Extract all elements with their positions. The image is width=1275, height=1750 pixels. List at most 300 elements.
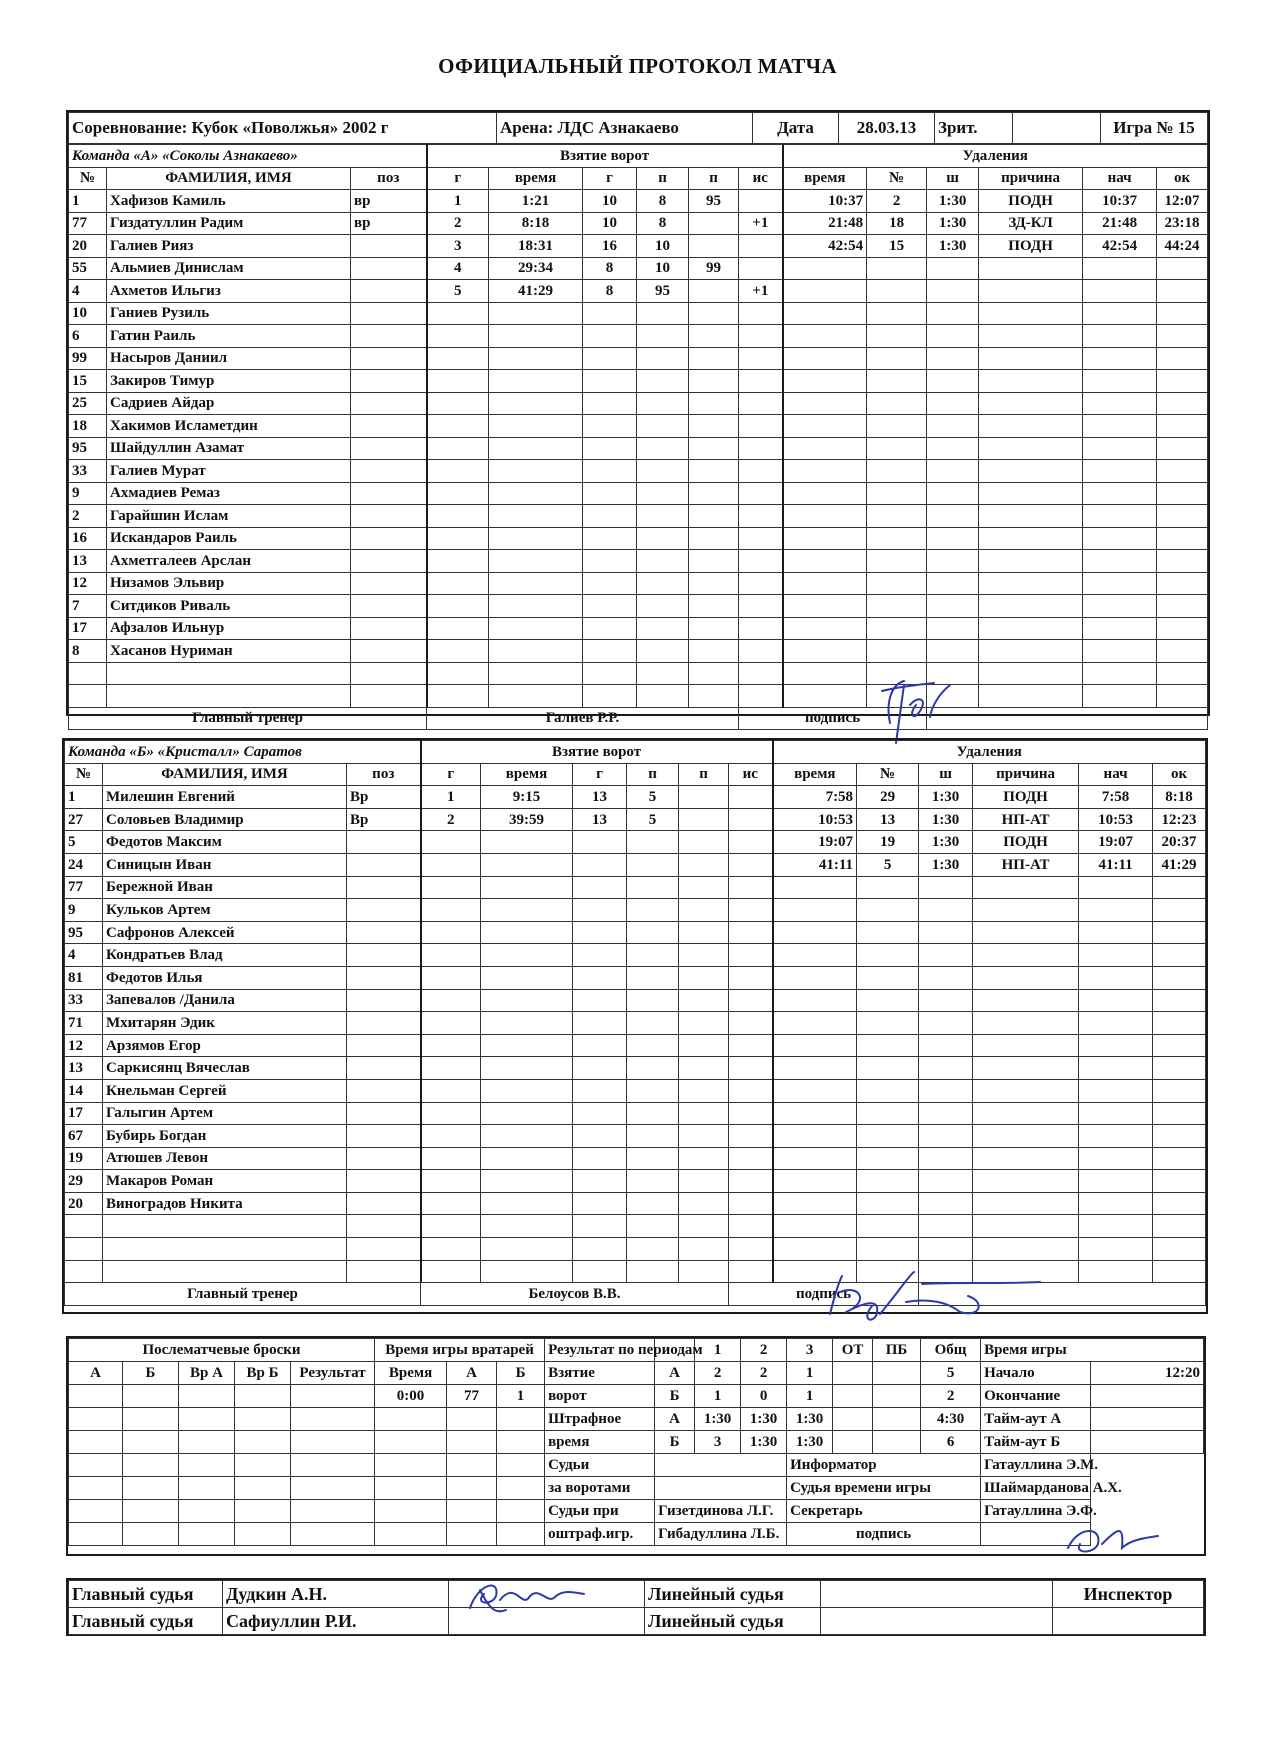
empty-cell: [375, 1431, 447, 1454]
penalty-end: [1153, 944, 1206, 967]
goal-situation: +1: [739, 280, 783, 303]
penalty-end: [1153, 1238, 1206, 1261]
player-number: 33: [69, 460, 107, 483]
player-name: Кнельман Сергей: [103, 1079, 347, 1102]
goal-time: 41:29: [489, 280, 583, 303]
penalty-start: [1083, 437, 1157, 460]
goal-situation: [739, 505, 783, 528]
player-number: 1: [65, 786, 103, 809]
col-header-is: ис: [739, 167, 783, 190]
goal-assist-2: [689, 437, 739, 460]
penalty-player: [867, 347, 927, 370]
head-coach-name: Галиев Р.Р.: [427, 707, 739, 730]
penalty-player: 29: [857, 786, 919, 809]
goal-number: [421, 966, 481, 989]
penalty-end: [1157, 550, 1208, 573]
goal-scorer: [573, 966, 627, 989]
player-position: [351, 685, 427, 708]
goal-scorer: [583, 662, 637, 685]
player-number: 25: [69, 392, 107, 415]
goal-situation: [729, 1260, 773, 1283]
col-header-p_min: ш: [919, 763, 973, 786]
goal-situation: [729, 899, 773, 922]
table-row: [69, 505, 1208, 528]
player-position: [347, 1215, 421, 1238]
penalty-start: [1079, 944, 1153, 967]
penalty-reason: [979, 370, 1083, 393]
penalty-start: [1083, 460, 1157, 483]
goal-number: [421, 1125, 481, 1148]
penalty-start: [1079, 1170, 1153, 1193]
goal-number: [427, 392, 489, 415]
penalty-minutes: [927, 550, 979, 573]
player-position: [351, 302, 427, 325]
goal-assist-2: [679, 1260, 729, 1283]
table-row: [69, 392, 1208, 415]
player-position: [351, 370, 427, 393]
player-position: [351, 392, 427, 415]
goal-assist-1: [627, 1102, 679, 1125]
player-name: Кондратьев Влад: [103, 944, 347, 967]
goal-scorer: 13: [573, 786, 627, 809]
timeout-a-label: Тайм-аут А: [981, 1408, 1091, 1431]
coach-a-signature: [860, 665, 980, 745]
penalty-reason: ПОДН: [973, 786, 1079, 809]
penalty-reason: [979, 415, 1083, 438]
empty-cell: [375, 1408, 447, 1431]
penalty-start: [1083, 302, 1157, 325]
goal-number: [427, 550, 489, 573]
penalty-start: 19:07: [1079, 831, 1153, 854]
player-position: [351, 505, 427, 528]
penalty-time: [773, 1192, 857, 1215]
empty-cell: [69, 1523, 123, 1546]
player-position: [351, 347, 427, 370]
penalty-b-5: 6: [921, 1431, 981, 1454]
penalty-player: [857, 944, 919, 967]
goal-scorer: 10: [583, 212, 637, 235]
goalie-time-header: Время игры вратарей: [375, 1339, 545, 1362]
penalty-minutes: [927, 572, 979, 595]
player-position: [347, 853, 421, 876]
penalty-reason: [979, 257, 1083, 280]
goals-b-3: [833, 1385, 873, 1408]
penalty-player: [867, 505, 927, 528]
timekeeper-label: Судья времени игры: [787, 1477, 981, 1500]
penalty-start: [1083, 685, 1157, 708]
goal-assist-1: [637, 347, 689, 370]
penalty-reason: [979, 572, 1083, 595]
penalty-minutes: [927, 257, 979, 280]
penalty-time: [773, 1147, 857, 1170]
empty-cell: [179, 1454, 235, 1477]
penalty-player: 2: [867, 190, 927, 213]
goal-assist-2: [689, 550, 739, 573]
penalty-a-2: 1:30: [787, 1408, 833, 1431]
goal-number: 1: [427, 190, 489, 213]
goal-scorer: [573, 1147, 627, 1170]
player-position: [347, 966, 421, 989]
goal-time: [481, 899, 573, 922]
goal-situation: [729, 1079, 773, 1102]
penalty-time: [773, 1238, 857, 1261]
game-time-header: Время игры: [981, 1339, 1204, 1362]
goal-situation: [739, 325, 783, 348]
goal-assist-2: [679, 989, 729, 1012]
player-number: [65, 1260, 103, 1283]
goal-time: [481, 1192, 573, 1215]
penalty-reason: [979, 617, 1083, 640]
team-a-block: [66, 110, 1210, 727]
penalty-time: [783, 662, 867, 685]
penalty-time: [773, 1170, 857, 1193]
goal-situation: [729, 1125, 773, 1148]
penalty-minutes: [919, 899, 973, 922]
goal-assist-2: [679, 1012, 729, 1035]
goal-scorer: [583, 325, 637, 348]
player-name: Саркисянц Вячеслав: [103, 1057, 347, 1080]
penalty-end: [1153, 1170, 1206, 1193]
goal-number: [421, 1057, 481, 1080]
goal-assist-1: [627, 966, 679, 989]
empty-cell: [235, 1431, 291, 1454]
penalty-reason: [979, 640, 1083, 663]
penalty-start: [1079, 1102, 1153, 1125]
player-name: Федотов Илья: [103, 966, 347, 989]
penalty-minutes: 1:30: [919, 853, 973, 876]
player-name: Хафизов Камиль: [107, 190, 351, 213]
goal-assist-1: [637, 595, 689, 618]
player-number: 27: [65, 808, 103, 831]
penalty-minutes: [919, 966, 973, 989]
penalty-time: [773, 1012, 857, 1035]
goal-number: [421, 921, 481, 944]
goal-assist-2: [679, 1170, 729, 1193]
goal-time: [489, 325, 583, 348]
goal-assist-2: [689, 415, 739, 438]
table-row: [65, 808, 1206, 831]
goal-time: 39:59: [481, 808, 573, 831]
goal-assist-1: [637, 662, 689, 685]
goal-time: [489, 392, 583, 415]
goal-number: [427, 685, 489, 708]
game-end-label: Окончание: [981, 1385, 1091, 1408]
penalty-minutes: 1:30: [927, 212, 979, 235]
player-position: [351, 437, 427, 460]
goal-time: [481, 1215, 573, 1238]
player-position: [347, 944, 421, 967]
player-position: [347, 831, 421, 854]
goal-assist-2: [679, 876, 729, 899]
shootout-cell: [291, 1385, 375, 1408]
secretary-label: Секретарь: [787, 1500, 981, 1523]
player-position: [351, 617, 427, 640]
penalty-start: [1079, 1057, 1153, 1080]
empty-cell: [497, 1454, 545, 1477]
goals-b-0: 1: [695, 1385, 741, 1408]
player-name: Низамов Эльвир: [107, 572, 351, 595]
goal-time: [489, 460, 583, 483]
col-header-num: №: [65, 763, 103, 786]
goal-assist-1: 5: [627, 786, 679, 809]
empty-cell: [123, 1431, 179, 1454]
table-row: [69, 662, 1208, 685]
goal-assist-1: [637, 392, 689, 415]
goals-label-2: ворот: [545, 1385, 655, 1408]
penalty-player: [867, 370, 927, 393]
goal-situation: [729, 876, 773, 899]
table-row: [69, 302, 1208, 325]
table-row: [65, 921, 1206, 944]
player-name: Виноградов Никита: [103, 1192, 347, 1215]
goal-assist-1: 8: [637, 190, 689, 213]
player-number: 4: [69, 280, 107, 303]
goal-scorer: [583, 572, 637, 595]
goal-situation: [739, 572, 783, 595]
penalty-end: 20:37: [1153, 831, 1206, 854]
goal-time: [489, 347, 583, 370]
goal-assist-2: [689, 392, 739, 415]
player-number: 77: [69, 212, 107, 235]
penalty-time: [783, 572, 867, 595]
penalty-start: 7:58: [1079, 786, 1153, 809]
goal-number: [427, 325, 489, 348]
goal-situation: [739, 550, 783, 573]
secretary-signature: [1058, 1518, 1168, 1558]
penalty-player: [867, 437, 927, 460]
goal-scorer: [573, 853, 627, 876]
table-row: [69, 437, 1208, 460]
goal-situation: [729, 1238, 773, 1261]
player-name: Ахметгалеев Арслан: [107, 550, 351, 573]
goal-time: [489, 505, 583, 528]
table-row: [65, 1079, 1206, 1102]
penalty-start: [1079, 989, 1153, 1012]
player-name: Кульков Артем: [103, 899, 347, 922]
penalty-end: [1153, 899, 1206, 922]
penalty-player: 18: [867, 212, 927, 235]
player-name: Шайдуллин Азамат: [107, 437, 351, 460]
penalty-reason: [973, 876, 1079, 899]
player-position: вр: [351, 212, 427, 235]
goal-assist-2: [689, 482, 739, 505]
game-start-value: 12:20: [1091, 1362, 1204, 1385]
goal-assist-2: [689, 617, 739, 640]
table-row: [69, 640, 1208, 663]
goal-number: 3: [427, 235, 489, 258]
table-row: [69, 212, 1208, 235]
goal-assist-2: [679, 1102, 729, 1125]
goal-assist-1: 10: [637, 235, 689, 258]
table-row: [69, 550, 1208, 573]
period-3: ОТ: [833, 1339, 873, 1362]
empty-cell: [69, 1500, 123, 1523]
penalty-reason: [973, 1079, 1079, 1102]
empty-cell: [375, 1454, 447, 1477]
goal-scorer: [583, 527, 637, 550]
penalty-end: [1157, 280, 1208, 303]
table-row: [65, 1192, 1206, 1215]
penalty-player: [857, 1192, 919, 1215]
player-number: 33: [65, 989, 103, 1012]
penalty-time: 21:48: [783, 212, 867, 235]
penalty-end: [1153, 1034, 1206, 1057]
table-row: [65, 944, 1206, 967]
goal-number: [421, 1079, 481, 1102]
team-b-letter: Б: [655, 1385, 695, 1408]
empty-cell: [447, 1431, 497, 1454]
penalty-end: [1157, 325, 1208, 348]
goal-time: [489, 527, 583, 550]
table-row: [69, 190, 1208, 213]
player-number: 9: [69, 482, 107, 505]
goalie-value-2: 1: [497, 1385, 545, 1408]
goal-assist-1: [627, 1057, 679, 1080]
penalty-time: [783, 640, 867, 663]
col-header-p_end: ок: [1153, 763, 1206, 786]
goal-assist-2: [679, 1215, 729, 1238]
shootout-cell: [235, 1385, 291, 1408]
goal-number: [421, 1012, 481, 1035]
table-row: [65, 899, 1206, 922]
player-position: [351, 415, 427, 438]
empty-cell: [291, 1523, 375, 1546]
penalty-end: 41:29: [1153, 853, 1206, 876]
penalty-reason: [979, 460, 1083, 483]
player-number: [65, 1215, 103, 1238]
penalty-player: [857, 1012, 919, 1035]
empty-cell: [497, 1523, 545, 1546]
penalty-player: [857, 1215, 919, 1238]
penalty-player: [857, 989, 919, 1012]
goal-number: 1: [421, 786, 481, 809]
penalty-reason: [979, 550, 1083, 573]
penalty-minutes: [927, 595, 979, 618]
goal-situation: [739, 640, 783, 663]
player-position: [351, 640, 427, 663]
penalty-label-2: время: [545, 1431, 655, 1454]
goals-a-3: [833, 1362, 873, 1385]
penalty-minutes: [919, 1238, 973, 1261]
goal-judge-name: [655, 1454, 787, 1477]
goal-scorer: 16: [583, 235, 637, 258]
penalty-minutes: [927, 460, 979, 483]
team-b-table: [64, 740, 1206, 1306]
goal-time: [481, 1170, 573, 1193]
goal-assist-1: [627, 876, 679, 899]
goals-label: Взятие: [545, 1362, 655, 1385]
empty-cell: [497, 1408, 545, 1431]
period-0: 1: [695, 1339, 741, 1362]
player-position: [347, 1260, 421, 1283]
penalty-minutes: 1:30: [927, 235, 979, 258]
penalty-player: [867, 302, 927, 325]
penalty-time: [783, 685, 867, 708]
table-row: [69, 617, 1208, 640]
col-header-p_time: время: [773, 763, 857, 786]
penalty-end: [1157, 572, 1208, 595]
spectators-label: Зрит.: [935, 113, 1013, 144]
penalty-start: [1083, 617, 1157, 640]
penalty-reason: [979, 347, 1083, 370]
penalty-minutes: [927, 437, 979, 460]
empty-cell: [447, 1454, 497, 1477]
player-name: Гарайшин Ислам: [107, 505, 351, 528]
penalty-end: [1157, 505, 1208, 528]
penalty-minutes: [919, 1034, 973, 1057]
penalty-player: [867, 527, 927, 550]
penalty-minutes: [919, 1057, 973, 1080]
penalty-reason: [973, 1192, 1079, 1215]
penalty-start: [1083, 280, 1157, 303]
penalty-start: 10:53: [1079, 808, 1153, 831]
table-row: [69, 482, 1208, 505]
penalty-player: [867, 280, 927, 303]
goal-assist-2: [679, 853, 729, 876]
goal-scorer: [573, 921, 627, 944]
penalty-start: [1083, 370, 1157, 393]
goal-judges-label-2: за воротами: [545, 1477, 655, 1500]
table-row: [65, 1147, 1206, 1170]
table-row: [65, 1057, 1206, 1080]
goal-time: 29:34: [489, 257, 583, 280]
player-number: 13: [69, 550, 107, 573]
penalty-time: 10:37: [783, 190, 867, 213]
player-number: [69, 685, 107, 708]
goal-assist-1: 8: [637, 212, 689, 235]
goals-b-4: [873, 1385, 921, 1408]
penalty-player: [857, 1125, 919, 1148]
table-row: [65, 1012, 1206, 1035]
period-5: Общ: [921, 1339, 981, 1362]
penalty-reason: [979, 482, 1083, 505]
player-name: Насыров Даниил: [107, 347, 351, 370]
goal-assist-2: [679, 899, 729, 922]
head-coach-name: Белоусов В.В.: [421, 1283, 729, 1306]
table-row: [69, 325, 1208, 348]
table-row: [69, 415, 1208, 438]
penalty-time: [783, 482, 867, 505]
goal-assist-2: [689, 212, 739, 235]
penalty-start: [1079, 1215, 1153, 1238]
informer-label: Информатор: [787, 1454, 981, 1477]
player-number: 15: [69, 370, 107, 393]
penalty-player: [867, 640, 927, 663]
goal-assist-1: [627, 989, 679, 1012]
shootout-cell: [69, 1385, 123, 1408]
penalty-end: 12:07: [1157, 190, 1208, 213]
col-header-p_min: ш: [927, 167, 979, 190]
penalty-minutes: [927, 482, 979, 505]
player-number: 6: [69, 325, 107, 348]
goal-situation: [739, 662, 783, 685]
head-judge-1: Дудкин А.Н.: [223, 1581, 449, 1608]
goal-situation: [739, 617, 783, 640]
player-name: Ганиев Рузиль: [107, 302, 351, 325]
table-row: [65, 831, 1206, 854]
informer-name: Гатауллина Э.М.: [981, 1454, 1091, 1477]
penalty-reason: [973, 966, 1079, 989]
penalty-reason: [979, 325, 1083, 348]
head-judge-label-2: Главный судья: [69, 1608, 223, 1635]
goal-number: [427, 527, 489, 550]
table-row: [65, 876, 1206, 899]
penalty-start: [1083, 640, 1157, 663]
goal-scorer: [583, 482, 637, 505]
goal-assist-1: [637, 685, 689, 708]
penalty-reason: [979, 392, 1083, 415]
goal-scorer: 10: [583, 190, 637, 213]
